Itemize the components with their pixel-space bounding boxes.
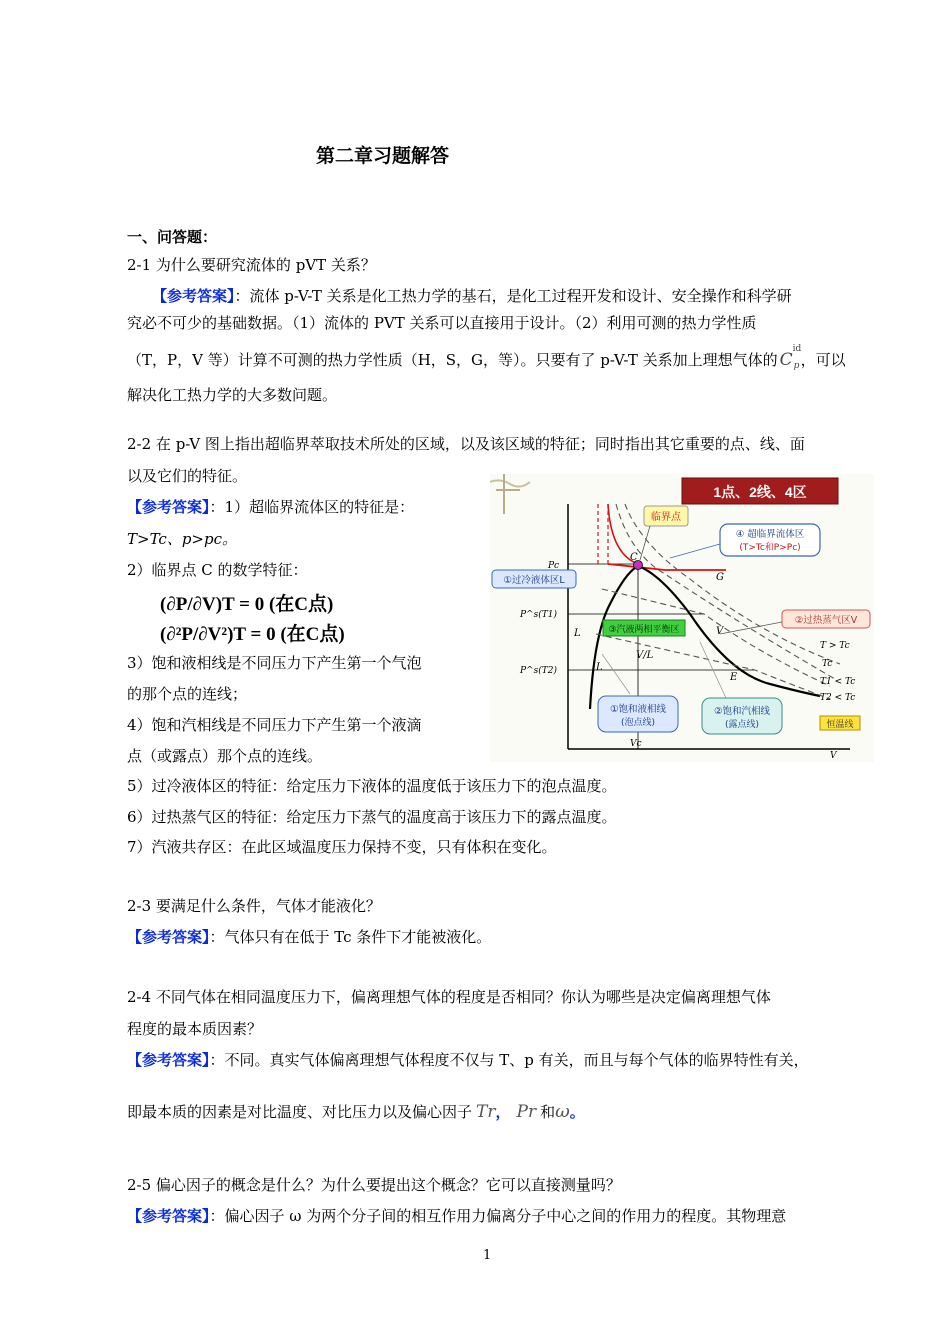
answer-2-2-a4-line1: 4）饱和汽相线是不同压力下产生第一个液滴 <box>127 716 422 734</box>
pr-symbol: Pr <box>516 1102 537 1122</box>
cp-sup: id <box>792 344 802 354</box>
end-mark: 。 <box>569 1103 585 1121</box>
label-l2: L <box>596 662 603 673</box>
answer-2-2-a4-line2: 点（或露点）那个点的连线。 <box>127 747 323 765</box>
label-vc: Vc <box>630 739 642 749</box>
equation-first-derivative: (∂P/∂V)T = 0 (在C点) <box>160 594 334 615</box>
pv-diagram <box>490 474 874 762</box>
cp-letter: C <box>779 350 793 370</box>
sat-vapor-label-2: (露点线) <box>724 720 760 730</box>
answer-text: 流体 p-V-T 关系是化工热力学的基石，是化工过程开发和设计、安全操作和科学研 <box>249 287 792 305</box>
answer-2-2-a7: 7）汽液共存区：在此区域温度压力保持不变，只有体积在变化。 <box>127 838 557 856</box>
question-2-2-line1: 2-2 在 p-V 图上指出超临界萃取技术所处的区域，以及该区域的特征；同时指出其它重要的点、线、面 <box>127 435 805 453</box>
question-2-4-line2: 程度的最本质因素？ <box>127 1020 263 1038</box>
label-t-gt-tc: T > Tc <box>820 641 850 651</box>
answer-text-end: ，可以 <box>800 351 846 369</box>
label-vl: V/L <box>636 650 654 661</box>
tr-symbol: Tr <box>476 1102 496 1122</box>
question-2-5: 2-5 偏心因子的概念是什么？为什么要提出这个概念？它可以直接测量吗？ <box>127 1176 621 1194</box>
colon: ： <box>234 287 250 305</box>
answer-text: 不同。真实气体偏离理想气体程度不仅与 T、p 有关，而且与每个气体的临界特性有关， <box>224 1051 809 1069</box>
sat-vapor-label-1: ②饱和汽相线 <box>713 706 771 717</box>
label-ps1: P^s(T1) <box>520 610 557 620</box>
answer-tag: 【参考答案】 <box>127 1207 210 1225</box>
colon: ： <box>209 498 225 516</box>
answer-2-2-a5: 5）过冷液体区的特征：给定压力下液体的温度低于该压力下的泡点温度。 <box>127 777 617 795</box>
page-number: 1 <box>483 1248 492 1263</box>
answer-2-1-line1 <box>152 285 792 306</box>
answer-tag: 【参考答案】 <box>127 498 210 516</box>
answer-text: （T，P，V 等）计算不可测的热力学性质（H，S，G，等）。只要有了 p-V-T 关系加上理想气体的 <box>127 351 778 369</box>
question-2-4-line1: 2-4 不同气体在相同温度压力下，偏离理想气体的程度是否相同？你认为哪些是决定偏离理想气体 <box>127 988 771 1006</box>
answer-2-2-a3-line1: 3）饱和液相线是不同压力下产生第一个气泡 <box>127 654 422 672</box>
axis-v-label: V <box>830 751 837 761</box>
answer-2-1-line2: 究必不可少的基础数据。（1）流体的 PVT 关系可以直接用于设计。（2）利用可测的热力学性质 <box>127 314 757 332</box>
answer-2-2-a2: 2）临界点 C 的数学特征： <box>127 561 308 579</box>
label-c: C <box>630 552 638 563</box>
answer-tag: 【参考答案】 <box>152 287 235 305</box>
and-word: 和 <box>540 1103 556 1121</box>
question-2-3: 2-3 要满足什么条件，气体才能液化？ <box>127 897 381 915</box>
subcooled-label: ①过冷液体区L <box>503 575 565 586</box>
isotherm-label: 恒温线 <box>826 720 854 730</box>
answer-2-1-line4: 解决化工热力学的大多数问题。 <box>127 386 338 404</box>
cp-sub: p <box>793 361 800 371</box>
label-v: V <box>716 626 724 637</box>
supercritical-label-2: (T>Tc和P>Pc) <box>739 543 801 553</box>
separator: ， <box>495 1103 511 1121</box>
colon: ： <box>209 1207 225 1225</box>
answer-text: 气体只有在低于 Tc 条件下才能被液化。 <box>224 928 492 946</box>
label-t2: T2 < Tc <box>820 693 856 703</box>
page-title: 第二章习题解答 <box>316 145 450 167</box>
cp-ideal-symbol <box>779 344 802 371</box>
answer-2-2-a3-line2: 的那个点的连线； <box>127 685 248 703</box>
question-2-1: 2-1 为什么要研究流体的 pVT 关系？ <box>127 256 376 274</box>
answer-text: 1）超临界流体区的特征是： <box>224 498 415 516</box>
label-tc: Tc <box>822 659 833 669</box>
label-pc: Pc <box>548 561 560 571</box>
supercritical-label-1: ④ 超临界流体区 <box>735 529 805 540</box>
answer-tag: 【参考答案】 <box>127 928 210 946</box>
label-g: G <box>716 572 724 583</box>
label-ps2: P^s(T2) <box>520 666 557 676</box>
two-phase-label: ③汽液两相平衡区 <box>608 625 680 635</box>
omega-symbol: ω <box>555 1101 570 1122</box>
question-2-2-line2: 以及它们的特征。 <box>127 467 248 485</box>
sat-liquid-label-2: (泡点线) <box>620 718 656 728</box>
answer-2-5-line1 <box>127 1205 786 1226</box>
label-t1: T1 < Tc <box>820 677 856 687</box>
answer-2-1-line3 <box>127 344 846 371</box>
section-heading: 一、问答题： <box>127 228 218 246</box>
answer-text: 偏心因子 ω 为两个分子间的相互作用力偏离分子中心之间的作用力的程度。其物理意 <box>224 1207 787 1225</box>
answer-text: 即最本质的因素是对比温度、对比压力以及偏心因子 <box>127 1103 473 1121</box>
answer-2-3 <box>127 926 491 947</box>
answer-2-2-a6: 6）过热蒸气区的特征：给定压力下蒸气的温度高于该压力下的露点温度。 <box>127 808 617 826</box>
pv-diagram-figure <box>490 474 874 762</box>
critical-point-label: 临界点 <box>651 512 681 523</box>
colon: ： <box>209 928 225 946</box>
equation-second-derivative: (∂²P/∂V²)T = 0 (在C点) <box>160 624 345 645</box>
colon: ： <box>209 1051 225 1069</box>
superheated-label: ②过热蒸气区V <box>794 615 858 626</box>
answer-tag: 【参考答案】 <box>127 1051 210 1069</box>
answer-2-4-line2 <box>127 1101 585 1122</box>
answer-2-2-a1 <box>127 496 414 517</box>
label-e: E <box>730 672 738 683</box>
banner-label: 1点、2线、4区 <box>713 484 807 500</box>
answer-2-2-a1b: T>Tc、p>pc。 <box>127 530 237 548</box>
sat-liquid-label-1: ①饱和液相线 <box>609 704 667 715</box>
label-l: L <box>574 628 581 639</box>
answer-2-4-line1 <box>127 1049 809 1070</box>
